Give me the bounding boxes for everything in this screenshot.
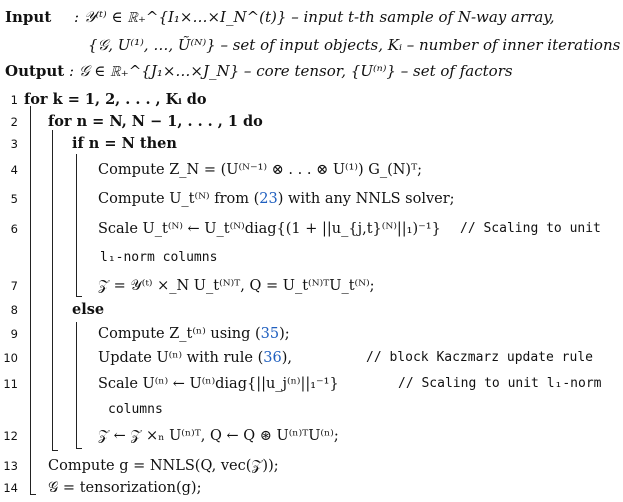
line-number: 5: [10, 192, 18, 206]
compute-zt-suffix: );: [279, 326, 290, 342]
comment-scaling: // Scaling to unit: [460, 221, 601, 236]
line-number: 1: [10, 93, 18, 107]
compute-ut-prefix: Compute U_t⁽ᴺ⁾ from (: [98, 191, 260, 207]
equation-ref-36[interactable]: 36: [263, 350, 282, 366]
compute-zt-prefix: Compute Z_t⁽ⁿ⁾ using (: [98, 326, 261, 342]
comment-l1-norm-columns: l₁-norm columns: [100, 250, 218, 265]
scope-tick-if: [76, 296, 82, 297]
line-number: 11: [3, 377, 18, 391]
scale-u: Scale U⁽ⁿ⁾ ← U⁽ⁿ⁾diag{||u_j⁽ⁿ⁾||₁⁻¹}: [98, 376, 339, 392]
line-number: 7: [10, 279, 18, 293]
update-z-q-mode-n: 𝒵 ← 𝒵 ×ₙ U⁽ⁿ⁾ᵀ, Q ← Q ⊛ U⁽ⁿ⁾ᵀU⁽ⁿ⁾;: [98, 428, 339, 444]
update-u-prefix: Update U⁽ⁿ⁾ with rule (: [98, 350, 264, 366]
line-number: 12: [3, 429, 18, 443]
compute-zn: Compute Z_N = (U⁽ᴺ⁻¹⁾ ⊗ . . . ⊗ U⁽¹⁾) G_(N)ᵀ;: [98, 162, 423, 178]
input-objects-text: {𝒢, U⁽¹⁾, …, Ũ⁽ᴺ⁾} – set of input objects, Kᵢ – number of inner iterations: [88, 36, 621, 54]
comment-scaling-unit-norm: // Scaling to unit l₁-norm: [398, 376, 602, 391]
scale-ut: Scale U_t⁽ᴺ⁾ ← U_t⁽ᴺ⁾diag{(1 + ||u_{j,t}⁽ᴺ⁾||₁)⁻¹}: [98, 221, 441, 237]
else-statement: else: [72, 301, 105, 318]
output-label: Output: [5, 62, 65, 80]
input-label: Input: [5, 8, 52, 26]
scope-bar-if: [76, 154, 77, 296]
comment-columns: columns: [108, 402, 163, 417]
scope-bar-for-n: [52, 130, 53, 450]
compute-ut-suffix: ) with any NNLS solver;: [277, 191, 455, 207]
scope-tick-for-n: [52, 450, 58, 451]
compute-g: Compute g = NNLS(Q, vec(𝒵));: [48, 458, 279, 474]
output-line: : 𝒢 ∈ ℝ₊^{J₁×…×J_N} – core tensor, {U⁽ⁿ⁾} – set of factors: [69, 62, 513, 80]
if-statement: if n = N then: [72, 135, 177, 152]
for-n-statement: for n = N, N − 1, . . . , 1 do: [48, 113, 263, 130]
scope-tick-else: [76, 448, 82, 449]
line-number: 14: [3, 481, 18, 495]
update-z-q: 𝒵 = 𝒴⁽ᵗ⁾ ×_N U_t⁽ᴺ⁾ᵀ, Q = U_t⁽ᴺ⁾ᵀU_t⁽ᴺ⁾;: [98, 278, 375, 294]
line-number: 13: [3, 459, 18, 473]
line-number: 4: [10, 163, 18, 177]
input-row: [5, 8, 555, 26]
equation-ref-35[interactable]: 35: [260, 326, 280, 342]
line-number: 3: [10, 137, 18, 151]
tensorization: 𝒢 = tensorization(g);: [48, 480, 202, 496]
scope-bar-else: [76, 322, 77, 448]
line-number: 6: [10, 222, 18, 236]
line-number: 10: [3, 351, 18, 365]
scope-tick-for-k: [30, 494, 36, 495]
equation-ref-23[interactable]: 23: [259, 191, 278, 207]
comment-kaczmarz: // block Kaczmarz update rule: [366, 350, 593, 365]
for-k-statement: for k = 1, 2, . . . , Kᵢ do: [24, 91, 207, 108]
output-row: [5, 62, 513, 80]
input-line-1: : 𝒴⁽ᵗ⁾ ∈ ℝ₊^{I₁×…×I_N^(t)} – input t-th sample of N-way array,: [74, 8, 555, 26]
input-line-2: [88, 36, 620, 54]
update-u-suffix: ),: [281, 350, 292, 366]
line-number: 9: [10, 327, 18, 341]
scope-bar-for-k: [30, 106, 31, 494]
line-number: 2: [10, 115, 18, 129]
line-number: 8: [10, 303, 18, 317]
